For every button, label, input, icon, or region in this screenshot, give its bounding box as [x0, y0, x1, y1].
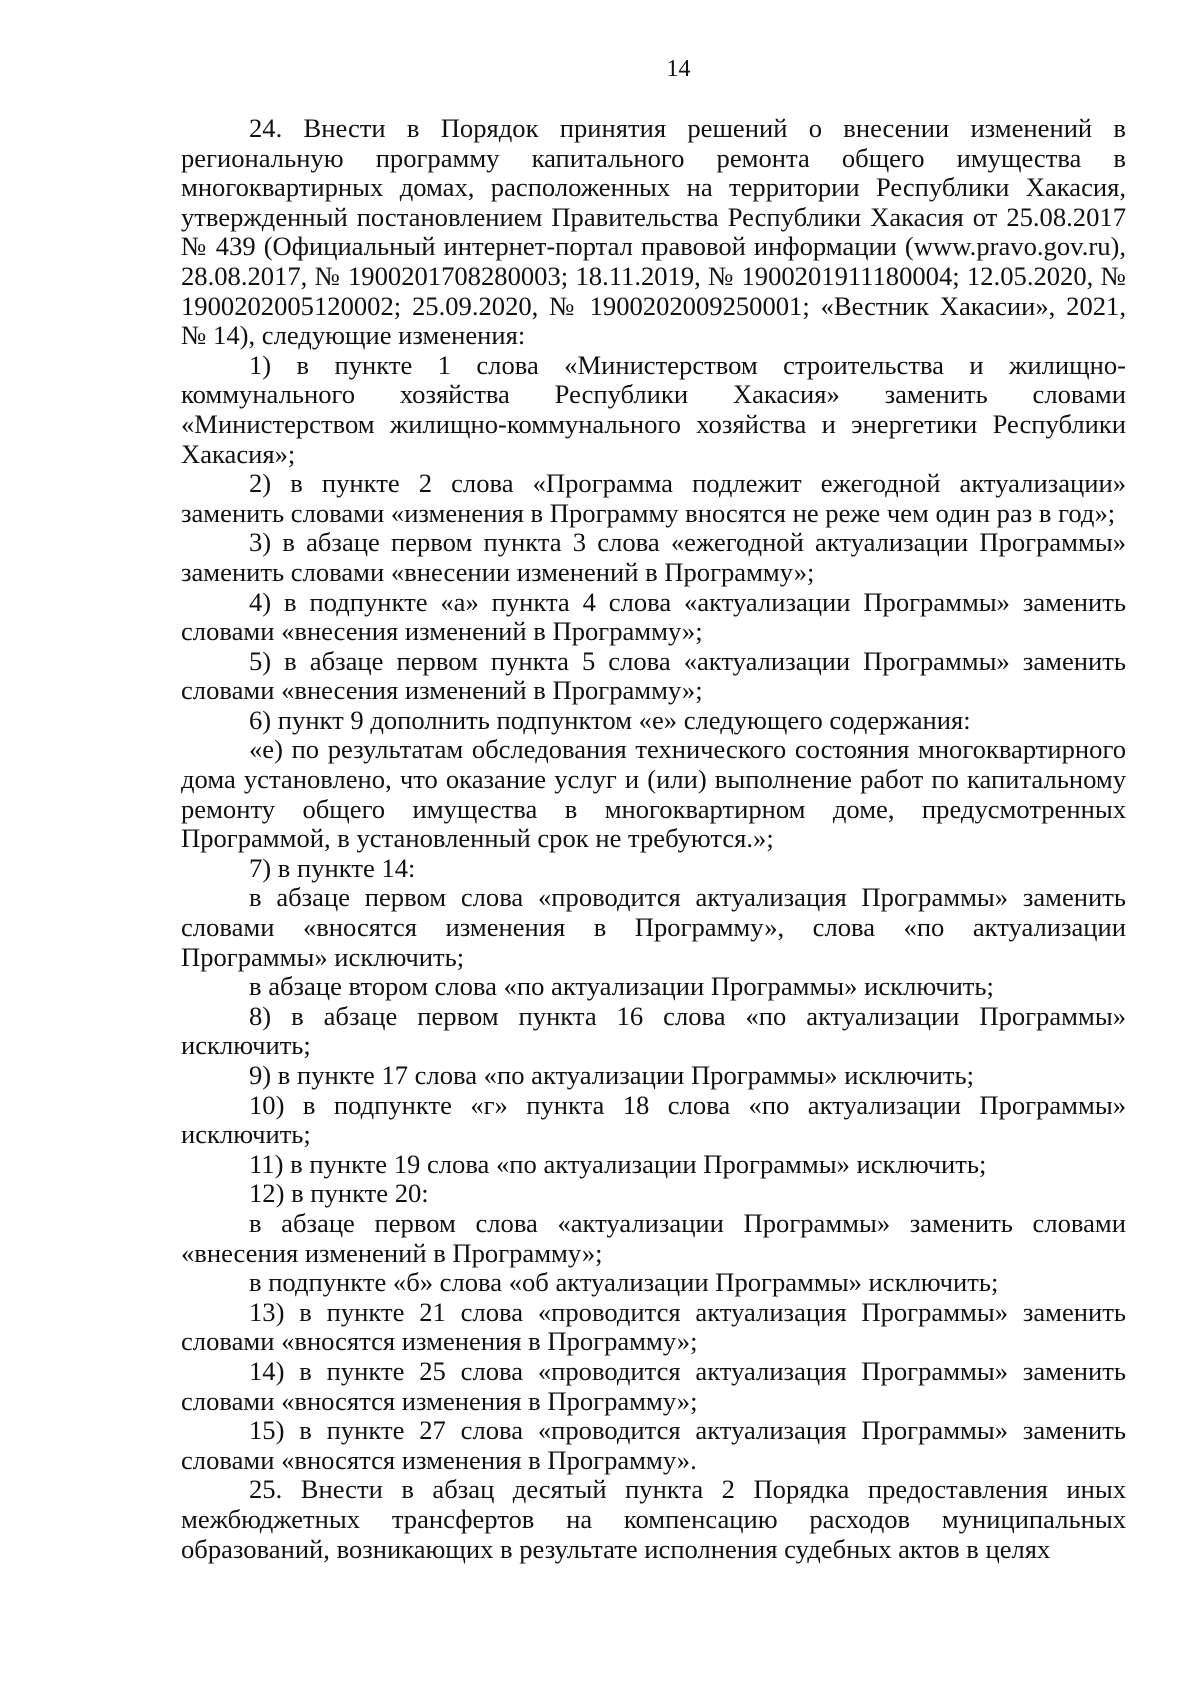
paragraph-subitem-8: 8) в абзаце первом пункта 16 слова «по актуализации Программы» исключить; [181, 1000, 1126, 1061]
paragraph-subitem-11: 11) в пункте 19 слова «по актуализации Программы» исключить; [249, 1148, 987, 1179]
paragraph-subitem-7-first: в абзаце первом слова «проводится актуализация Программы» заменить словами «вносятся изменения в Программу», слова «по актуализации Программы» исключить; [181, 882, 1126, 972]
paragraph-subitem-12-first: в абзаце первом слова «актуализации Программы» заменить словами «внесения изменений в Программу»; [181, 1207, 1126, 1268]
paragraph-subitem-15: 15) в пункте 27 слова «проводится актуализация Программы» заменить словами «вносятся изменения в Программу». [181, 1415, 1126, 1475]
paragraph-subitem-9: 9) в пункте 17 слова «по актуализации Программы» исключить; [249, 1060, 975, 1090]
paragraph-subitem-5: 5) в абзаце первом пункта 5 слова «актуализации Программы» заменить словами «внесения изменений в Программу»; [181, 645, 1126, 706]
paragraph-subitem-10: 10) в подпункте «г» пункта 18 слова «по актуализации Программы» исключить; [181, 1089, 1126, 1150]
paragraph-item-25: 25. Внести в абзац десятый пункта 2 Порядка предоставления иных межбюджетных трансфертов на компенсацию расходов муниципальных образований, возникающих в результате исполнения судебных актов в целях [181, 1474, 1126, 1564]
paragraph-subitem-4: 4) в подпункте «а» пункта 4 слова «актуализации Программы» заменить словами «внесения изменений в Программу»; [181, 586, 1126, 647]
paragraph-item-24: 24. Внести в Порядок принятия решений о внесении изменений в региональную программу капитального ремонта общего имущества в многоквартирных домах, расположенных на территории Республики Хакасия, утвержденный постановлением Правительства Республики Хакасия от 25.08.2017 № 439 (Официальный интернет-портал правовой информации (www.pravo.gov.ru), 28.08.2017, № 1900201708280003; 18.11.2019, № 1900201911180004; 12.05.2020, № 1900202005120002; 25.09.2020, № 1900202009250001; «Вестник Хакасии», 2021, № 14), следующие изменения: [181, 113, 1126, 351]
paragraph-subitem-13: 13) в пункте 21 слова «проводится актуализация Программы» заменить словами «вносятся изменения в Программу»; [181, 1296, 1126, 1357]
paragraph-subitem-7: 7) в пункте 14: [249, 852, 416, 883]
paragraph-subitem-12-b: в подпункте «б» слова «об актуализации Программы» исключить; [249, 1267, 999, 1298]
paragraph-subitem-14: 14) в пункте 25 слова «проводится актуализация Программы» заменить словами «вносятся изменения в Программу»; [181, 1355, 1126, 1416]
paragraph-subitem-2: 2) в пункте 2 слова «Программа подлежит ежегодной актуализации» заменить словами «изменения в Программу вносятся не реже чем один раз в год»; [181, 468, 1126, 528]
paragraph-subitem-7-second: в абзаце втором слова «по актуализации Программы» исключить; [249, 971, 994, 1002]
paragraph-subitem-1: 1) в пункте 1 слова «Министерством строительства и жилищно-коммунального хозяйства Республики Хакасия» заменить словами «Министерством жилищно-коммунального хозяйства и энергетики Республики Хакасия»; [181, 349, 1126, 469]
paragraph-subitem-12: 12) в пункте 20: [249, 1178, 429, 1209]
paragraph-subitem-6: 6) пункт 9 дополнить подпунктом «е» следующего содержания: [249, 704, 971, 735]
page-number: 14 [666, 56, 691, 82]
paragraph-quoted-subitem-e: «е) по результатам обследования технического состояния многоквартирного дома установлено, что оказание услуг и (или) выполнение работ по капитальному ремонту общего имущества в многоквартирном доме, предусмотренных Программой, в установленный срок не требуются.»; [181, 734, 1126, 854]
paragraph-subitem-3: 3) в абзаце первом пункта 3 слова «ежегодной актуализации Программы» заменить словами «внесении изменений в Программу»; [181, 527, 1126, 587]
